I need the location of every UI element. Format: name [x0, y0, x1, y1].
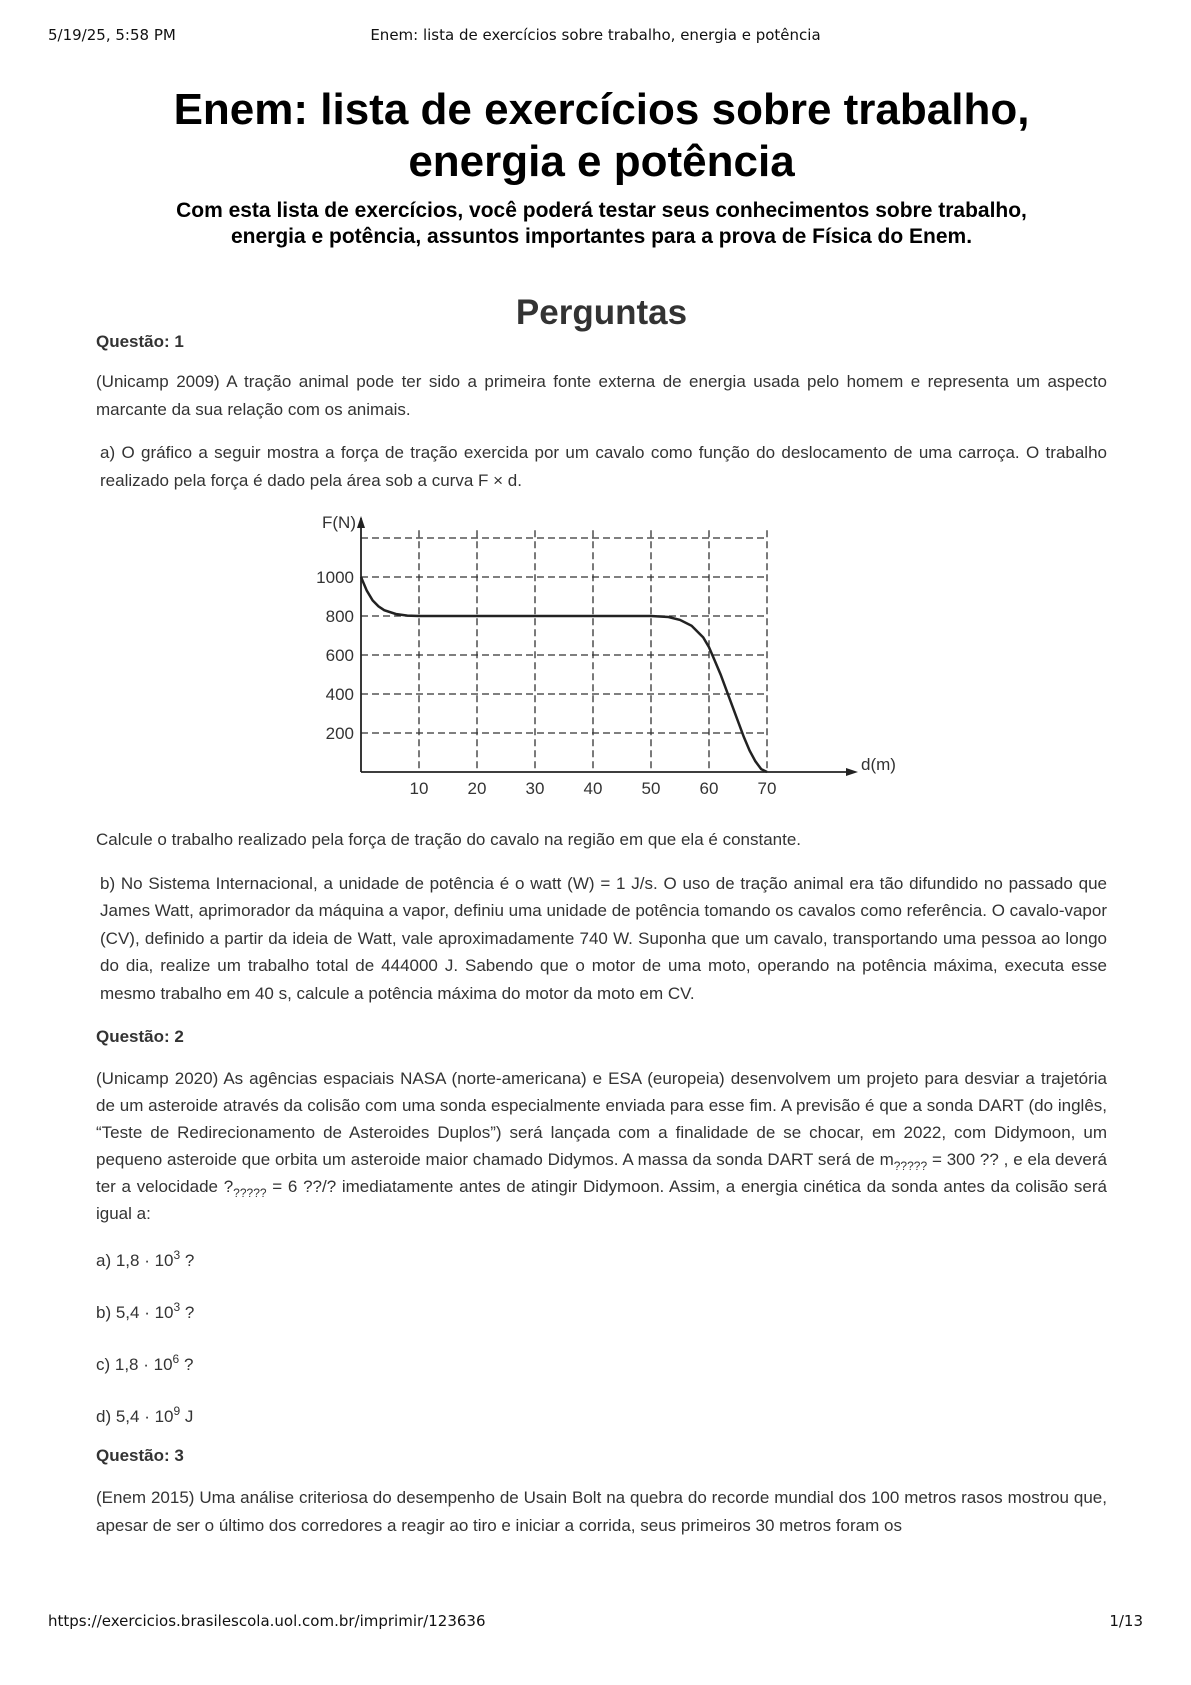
chart-grid [361, 530, 767, 772]
option-a-unit: ? [180, 1251, 195, 1270]
page-title [96, 84, 1107, 188]
question-1-part-a: a) O gráfico a seguir mostra a força de tração exercida por um cavalo como função do deslocamento de uma carroça. O trabalho realizado pela força é dado pela área sob a curva F × d. [100, 443, 1107, 490]
question-1-label: Questão: 1 [96, 332, 184, 351]
force-displacement-chart [306, 510, 906, 810]
x-tick-label: 70 [757, 779, 777, 798]
question-2-option-a [96, 1247, 1107, 1274]
x-tick-label: 40 [583, 779, 603, 798]
x-axis-arrow [846, 768, 858, 776]
section-heading: Perguntas [515, 293, 688, 332]
print-header [48, 26, 1143, 50]
print-footer [48, 1612, 1143, 1636]
y-axis-arrow [357, 516, 365, 528]
y-tick-label: 600 [325, 646, 354, 665]
x-tick-label: 10 [409, 779, 429, 798]
x-axis-label: d(m) [861, 755, 896, 774]
page-subtitle: Com esta lista de exercícios, você poderá testar seus conhecimentos sobre trabalho, energia e potência, assuntos importantes para a prova de Física do Enem. [176, 199, 1027, 248]
y-axis-label: F(N) [322, 513, 356, 532]
chart-axes [357, 516, 858, 776]
article [96, 84, 1107, 1539]
question-1-after-chart: Calcule o trabalho realizado pela força de tração do cavalo na região em que ela é constante. [96, 830, 802, 849]
option-c-unit: ? [179, 1355, 194, 1374]
question-2-text-main: (Unicamp 2020) As agências espaciais NASA (norte-americana) e ESA (europeia) desenvolvem um projeto para desviar a trajetória de um asteroide através da colisão com uma sonda especialmente enviada para esse fim. A previsão é que a sonda DART (do inglês, “Teste de Redirecionamento de Asteroides Duplos”) será lançada com a finalidade de se chocar, em 2022, com Didymoon, um pequeno asteroide que orbita um asteroide maior chamado Didymos. A massa da sonda DART será de m [96, 1069, 1107, 1169]
question-2-text-mid: = 300 ?? , e ela deverá ter a velocidade ? [96, 1150, 1108, 1196]
y-tick-label: 400 [325, 685, 354, 704]
print-page-number: 1/13 [1109, 1612, 1143, 1630]
question-2-option-c [96, 1351, 1107, 1378]
force-curve [361, 577, 767, 772]
print-page-title: Enem: lista de exercícios sobre trabalho, energia e potência [370, 26, 821, 44]
y-tick-label: 200 [325, 724, 354, 743]
question-2-text [96, 1065, 1107, 1227]
option-c-base: c) 1,8 · 10 [96, 1355, 173, 1374]
x-tick-label: 20 [467, 779, 487, 798]
chart-ticks [316, 568, 776, 798]
y-tick-label: 800 [325, 607, 354, 626]
question-2-subscript-velocity: ????? [233, 1186, 267, 1200]
x-tick-label: 50 [641, 779, 661, 798]
question-2-text-end: = 6 ??/? imediatamente antes de atingir Didymoon. Assim, a energia cinética da sonda antes da colisão será igual a: [96, 1177, 1107, 1223]
option-d-unit: J [180, 1407, 194, 1426]
option-d-exponent: 9 [173, 1404, 181, 1418]
question-2-option-d [96, 1403, 1107, 1430]
question-2-option-b [96, 1299, 1107, 1326]
question-1-intro: (Unicamp 2009) A tração animal pode ter sido a primeira fonte externa de energia usada pelo homem e representa um aspecto marcante da sua relação com os animais. [96, 372, 1107, 419]
x-tick-label: 30 [525, 779, 545, 798]
option-a-exponent: 3 [173, 1248, 181, 1262]
option-d-base: d) 5,4 · 10 [96, 1407, 174, 1426]
x-tick-label: 60 [699, 779, 719, 798]
option-b-base: b) 5,4 · 10 [96, 1303, 174, 1322]
option-b-exponent: 3 [173, 1300, 181, 1314]
option-b-unit: ? [180, 1303, 195, 1322]
question-2-label: Questão: 2 [96, 1027, 184, 1046]
question-1-part-b: b) No Sistema Internacional, a unidade de potência é o watt (W) = 1 J/s. O uso de tração animal era tão difundido no passado que James Watt, aprimorador da máquina a vapor, definiu uma unidade de potência tomando os cavalos como referência. O cavalo-vapor (CV), definido a partir da ideia de Watt, vale aproximadamente 740 W. Suponha que um cavalo, transportando uma pessoa ao longo do dia, realize um trabalho total de 444000 J. Sabendo que o motor de uma moto, operando na potência máxima, executa esse mesmo trabalho em 40 s, calcule a potência máxima do motor da moto em CV. [100, 873, 1107, 1003]
page-title-line1: Enem: lista de exercícios sobre trabalho, [173, 85, 1030, 134]
print-url: https://exercicios.brasilescola.uol.com.br/imprimir/123636 [48, 1612, 486, 1630]
print-datetime: 5/19/25, 5:58 PM [48, 26, 176, 44]
question-2-subscript-mass: ????? [893, 1159, 928, 1173]
question-3-label: Questão: 3 [96, 1446, 184, 1465]
option-a-base: a) 1,8 · 10 [96, 1251, 174, 1270]
page-title-line2: energia e potência [408, 137, 795, 186]
y-tick-label: 1000 [316, 568, 354, 587]
question-3-text: (Enem 2015) Uma análise criteriosa do desempenho de Usain Bolt na quebra do recorde mundial dos 100 metros rasos mostrou que, apesar de ser o último dos corredores a reagir ao tiro e iniciar a corrida, seus primeiros 30 metros foram os [96, 1488, 1107, 1535]
chart-svg [306, 510, 906, 810]
option-c-exponent: 6 [172, 1352, 180, 1366]
